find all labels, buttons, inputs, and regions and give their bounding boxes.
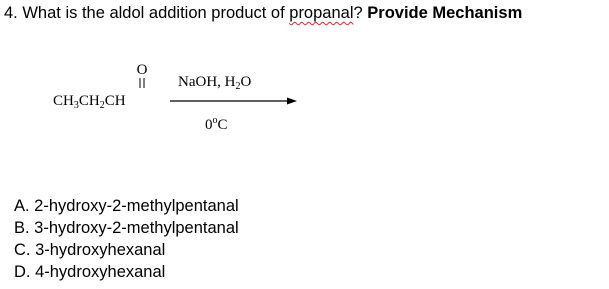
condition-temp: 0 <box>205 117 213 133</box>
question-emphasis: Provide Mechanism <box>367 4 523 22</box>
answer-options <box>14 195 239 283</box>
condition-degree: o <box>212 115 218 126</box>
reagent-base: NaOH, H <box>178 74 236 90</box>
option-b[interactable]: B. 3-hydroxy-2-methylpentanal <box>14 219 239 237</box>
reactant-ch3-sub: 3 <box>73 100 79 111</box>
option-c[interactable]: C. 3-hydroxyhexanal <box>14 241 166 259</box>
condition-unit: C <box>217 117 228 133</box>
reactant-ch3: CH <box>53 93 74 109</box>
reagent-water-sub: 2 <box>235 81 241 92</box>
option-a[interactable]: A. 2-hydroxy-2-methylpentanal <box>14 197 239 215</box>
reactant-cho: CH <box>104 93 126 109</box>
reagent-water-o: O <box>240 74 252 90</box>
reactant-ch2-sub: 2 <box>99 100 105 111</box>
question-suffix: ? <box>353 4 368 22</box>
reaction-arrow-head <box>287 98 297 105</box>
flagged-word[interactable]: propanal <box>289 4 354 22</box>
reagent-text <box>178 74 252 92</box>
reactant-ch2: CH <box>78 93 100 109</box>
question-prefix: 4. What is the aldol addition product of <box>4 4 290 22</box>
reactant-formula <box>53 93 126 111</box>
condition-text <box>205 115 228 133</box>
carbonyl-oxygen: O <box>136 62 148 78</box>
option-d[interactable]: D. 4-hydroxyhexanal <box>14 263 166 281</box>
